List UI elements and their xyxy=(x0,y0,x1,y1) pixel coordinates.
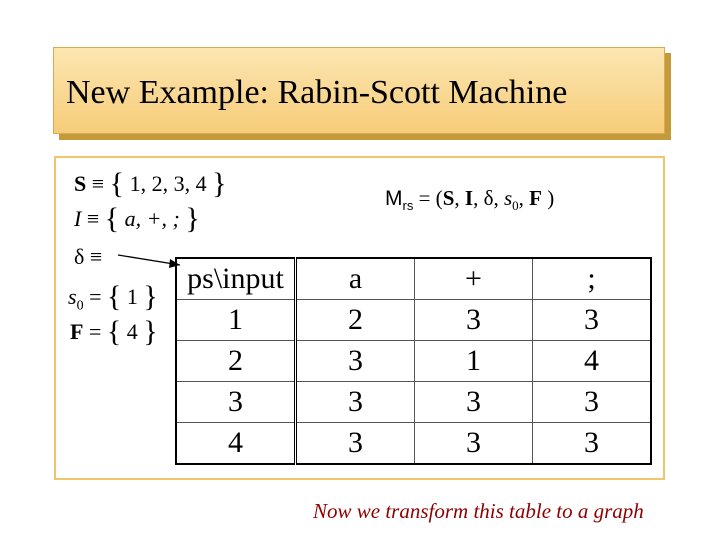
table-row xyxy=(176,300,651,341)
start-rel: = xyxy=(83,284,107,309)
inputs-values: a, +, ; xyxy=(124,206,180,231)
final-value: 4 xyxy=(126,319,138,344)
cell: 3 xyxy=(296,382,415,423)
def-start-state: $s_0$ = { 1 } xyxy=(68,280,158,314)
cell: 3 xyxy=(176,382,296,423)
cell: 3 xyxy=(533,423,652,465)
def-final-states: F = { 4 } xyxy=(70,315,158,348)
cell: 3 xyxy=(415,300,533,341)
machine-sep: , xyxy=(454,186,465,210)
start-symbol: s xyxy=(68,284,77,309)
cell: 2 xyxy=(176,341,296,382)
table-row xyxy=(176,382,651,423)
machine-start: s xyxy=(503,186,513,210)
machine-states: S xyxy=(442,186,455,210)
inputs-rel: ≡ xyxy=(81,206,105,231)
delta-symbol: δ xyxy=(74,244,85,269)
header-input-plus: + xyxy=(415,258,533,300)
machine-eq: = ( xyxy=(413,186,443,210)
delta-rel: ≡ xyxy=(84,244,103,269)
machine-sep-final: , xyxy=(518,186,530,210)
machine-close: ) xyxy=(541,186,555,210)
cell: 4 xyxy=(533,341,652,382)
machine-sub: rs xyxy=(402,198,414,214)
cell: 3 xyxy=(296,341,415,382)
header-ps-input: ps\input xyxy=(176,258,296,300)
start-value: 1 xyxy=(126,284,138,309)
cell: 3 xyxy=(533,300,652,341)
cell: 3 xyxy=(415,382,533,423)
machine-sep-delta: , δ, xyxy=(473,186,504,210)
slide-caption: Now we transform this table to a graph xyxy=(313,499,644,523)
cell: 3 xyxy=(533,382,652,423)
machine-inputs: I xyxy=(464,186,474,210)
cell: 2 xyxy=(296,300,415,341)
cell: 1 xyxy=(176,300,296,341)
header-input-a: a xyxy=(296,258,415,300)
start-sub: 0 xyxy=(76,298,84,314)
cell: 4 xyxy=(176,423,296,465)
final-symbol: F xyxy=(70,319,84,344)
machine-final: F xyxy=(529,186,542,210)
header-input-semicolon: ; xyxy=(533,258,652,300)
states-rel: ≡ xyxy=(86,171,110,196)
states-symbol: S xyxy=(74,171,87,196)
cell: 1 xyxy=(415,341,533,382)
table-row xyxy=(176,423,651,465)
table-row xyxy=(176,341,651,382)
machine-start-sub: 0 xyxy=(512,198,519,214)
def-states: S ≡ { 1, 2, 3, 4 } xyxy=(74,167,227,200)
cell: 3 xyxy=(296,423,415,465)
transition-table xyxy=(175,257,652,465)
cell: 3 xyxy=(415,423,533,465)
final-rel: = xyxy=(83,319,107,344)
def-inputs: I ≡ { a, +, ; } xyxy=(74,202,200,235)
inputs-symbol: I xyxy=(74,206,82,231)
slide-title: New Example: Rabin-Scott Machine xyxy=(66,74,568,111)
table-header-row xyxy=(176,258,651,300)
states-values: 1, 2, 3, 4 xyxy=(129,171,207,196)
machine-name: M xyxy=(385,187,403,210)
